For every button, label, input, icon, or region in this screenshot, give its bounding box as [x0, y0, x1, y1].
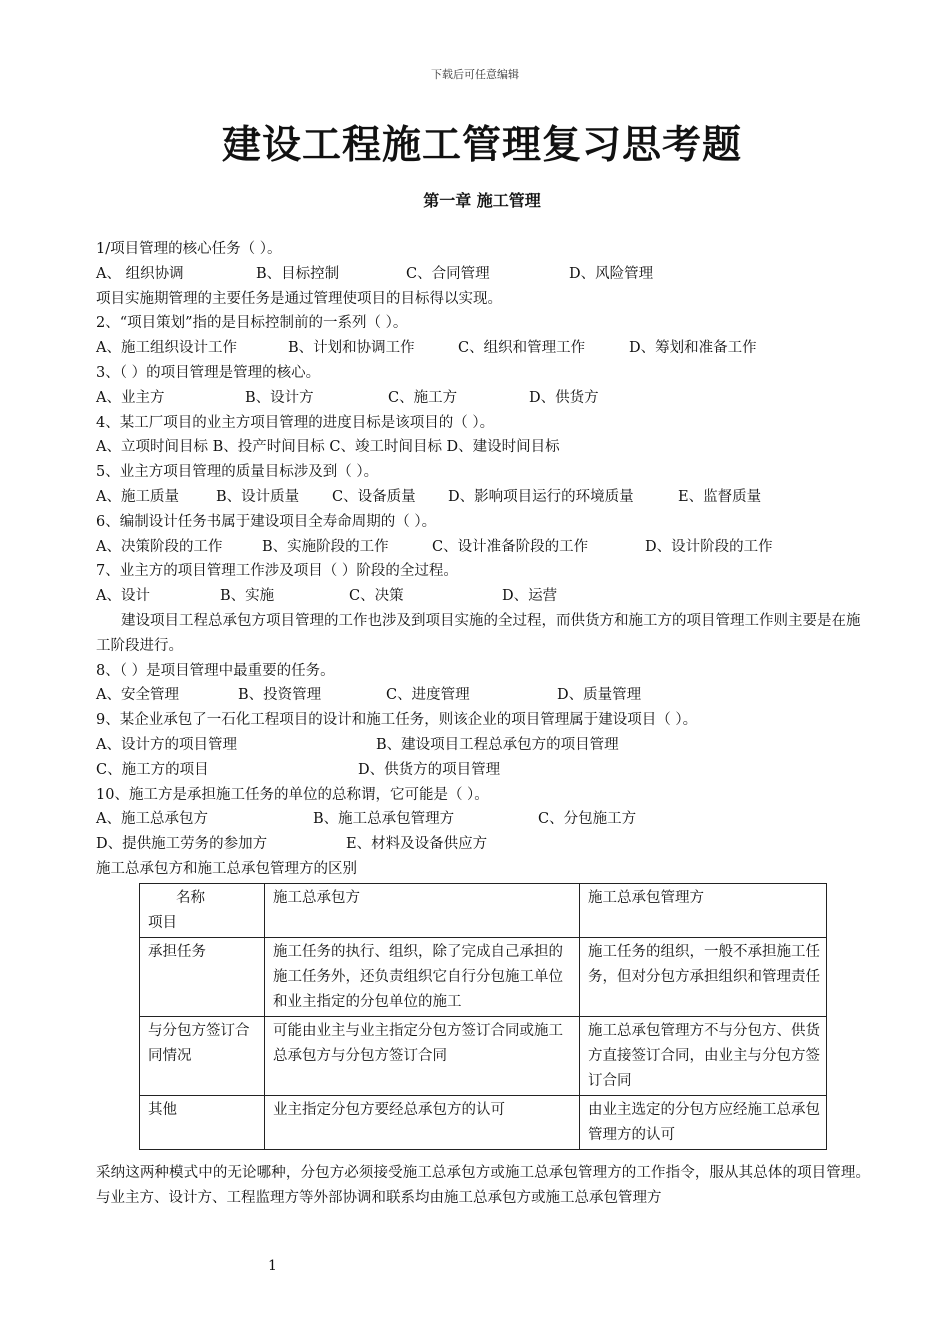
closing-paragraph: 采纳这两种模式中的无论哪种，分包方必须接受施工总承包方或施工总承包管理方的工作指令，服从其总体的项目管理。与业主方、设计方、工程监理方等外部协调和联系均由施工总承包方或施工总承包管理方: [96, 1165, 870, 1206]
answer-options: [96, 386, 870, 411]
answer-option: A、业主方: [96, 389, 165, 406]
question-text: 施工总承包方和施工总承包管理方的区别: [96, 860, 357, 877]
answer-option: D、影响项目运行的环境质量: [448, 488, 634, 505]
question-text: 10、施工方是承担施工任务的单位的总称谓，它可能是（ ）。: [96, 786, 489, 803]
answer-option: C、组织和管理工作: [458, 340, 586, 357]
answer-option: D、质量管理: [557, 687, 642, 704]
answer-option: E、材料及设备供应方: [346, 836, 488, 853]
answer-option: B、目标控制: [256, 265, 340, 282]
question-text: 1/项目管理的核心任务（ ）。: [96, 241, 282, 257]
table-header-row: [140, 884, 827, 938]
answer-option: C、决策: [349, 588, 404, 605]
answer-options: [96, 758, 870, 783]
answer-options: [96, 485, 870, 510]
answer-option: B、实施: [220, 588, 275, 605]
comparison-table: [139, 883, 827, 1150]
answer-option: B、计划和协调工作: [288, 340, 415, 357]
answer-option: A、 组织协调: [96, 265, 184, 282]
answer-options: [96, 832, 870, 857]
answer-option: D、供货方: [529, 389, 599, 406]
answer-option: C、施工方: [388, 389, 458, 406]
table-cell: 施工任务的组织，一般不承担施工任务，但对分包方承担组织和管理责任: [580, 938, 827, 1017]
answer-option: D、供货方的项目管理: [358, 761, 501, 778]
answer-options: [96, 683, 870, 708]
answer-option: A、施工组织设计工作: [96, 340, 237, 357]
answer-option: C、合同管理: [406, 265, 490, 282]
answer-options: [96, 733, 870, 758]
table-row-item: 其他: [140, 1096, 265, 1150]
answer-option: C、施工方的项目: [96, 761, 209, 778]
question-text: 7、业主方的项目管理工作涉及项目（ ）阶段的全过程。: [96, 563, 458, 580]
answer-option: A、决策阶段的工作: [96, 538, 223, 555]
table-cell: 施工任务的执行、组织，除了完成自己承担的施工任务外，还负责组织它自行分包施工单位和业主指定的分包单位的施工: [265, 938, 580, 1017]
table-cell: 由业主选定的分包方应经施工总承包管理方的认可: [580, 1096, 827, 1150]
table-corner-cell: [140, 884, 265, 938]
answer-options: [96, 262, 870, 287]
question-text: 8、（ ）是项目管理中最重要的任务。: [96, 662, 335, 679]
corner-label-item: 项目: [148, 915, 177, 931]
document-title: 建设工程施工管理复习思考题: [221, 122, 742, 168]
question-text: 5、业主方项目管理的质量目标涉及到（ ）。: [96, 464, 379, 481]
question-text: A、立项时间目标 B、投产时间目标 C、竣工时间目标 D、建设时间目标: [96, 439, 560, 456]
answer-option: B、投资管理: [238, 687, 322, 704]
table-cell: 业主指定分包方要经总承包方的认可: [265, 1096, 580, 1150]
answer-option: B、设计方: [245, 389, 314, 406]
explanation-paragraph: 建设项目工程总承包方项目管理的工作也涉及到项目实施的全过程，而供货方和施工方的项目管理工作则主要是在施工阶段进行。: [96, 612, 861, 654]
answer-option: A、设计: [96, 588, 150, 605]
table-row: [140, 1096, 827, 1150]
question-text: 3、（ ）的项目管理是管理的核心。: [96, 364, 321, 381]
answer-option: A、安全管理: [96, 687, 179, 704]
question-text: 4、某工厂项目的业主方项目管理的进度目标是该项目的（ ）。: [96, 414, 495, 431]
answer-options: [96, 807, 870, 832]
answer-option: D、设计阶段的工作: [645, 538, 773, 555]
header-note: 下载后可任意编辑: [431, 68, 519, 81]
answer-option: B、设计质量: [216, 488, 300, 505]
answer-options: [96, 584, 870, 609]
table-row-item: 承担任务: [140, 938, 265, 1017]
answer-option: B、实施阶段的工作: [262, 538, 389, 555]
chapter-title: 第一章 施工管理: [423, 191, 541, 210]
answer-option: D、风险管理: [569, 265, 654, 282]
answer-option: E、监督质量: [678, 488, 762, 505]
corner-label-name: 名称: [176, 890, 205, 906]
page-number: 1: [268, 1258, 277, 1274]
table-cell: 可能由业主与业主指定分包方签订合同或施工总承包方与分包方签订合同: [265, 1017, 580, 1096]
answer-options: [96, 336, 870, 361]
answer-option: B、施工总承包管理方: [313, 811, 455, 828]
table-header-general-contractor: 施工总承包方: [265, 884, 580, 938]
answer-option: A、设计方的项目管理: [96, 736, 237, 753]
answer-option: D、运营: [502, 588, 558, 605]
answer-option: D、筹划和准备工作: [629, 340, 757, 357]
question-text: 项目实施期管理的主要任务是通过管理使项目的目标得以实现。: [96, 290, 502, 307]
answer-option: B、建设项目工程总承包方的项目管理: [376, 736, 619, 753]
table-header-management-contractor: 施工总承包管理方: [580, 884, 827, 938]
answer-option: D、提供施工劳务的参加方: [96, 836, 268, 853]
table-row-item: 与分包方签订合同情况: [140, 1017, 265, 1096]
answer-option: C、进度管理: [386, 687, 470, 704]
question-text: 6、编制设计任务书属于建设项目全寿命周期的（ ）。: [96, 513, 437, 530]
question-list: [96, 237, 870, 882]
answer-option: C、设备质量: [332, 488, 416, 505]
question-text: 9、某企业承包了一石化工程项目的设计和施工任务，则该企业的项目管理属于建设项目（ ）。: [96, 712, 698, 729]
answer-option: C、设计准备阶段的工作: [432, 538, 589, 555]
table-cell: 施工总承包管理方不与分包方、供货方直接签订合同，由业主与分包方签订合同: [580, 1017, 827, 1096]
answer-option: A、施工质量: [96, 488, 179, 505]
answer-option: C、分包施工方: [538, 811, 637, 828]
table-row: [140, 938, 827, 1017]
question-text: 2、“项目策划”指的是目标控制前的一系列（ ）。: [96, 315, 408, 332]
table-row: [140, 1017, 827, 1096]
answer-options: [96, 535, 870, 560]
answer-option: A、施工总承包方: [96, 811, 208, 828]
